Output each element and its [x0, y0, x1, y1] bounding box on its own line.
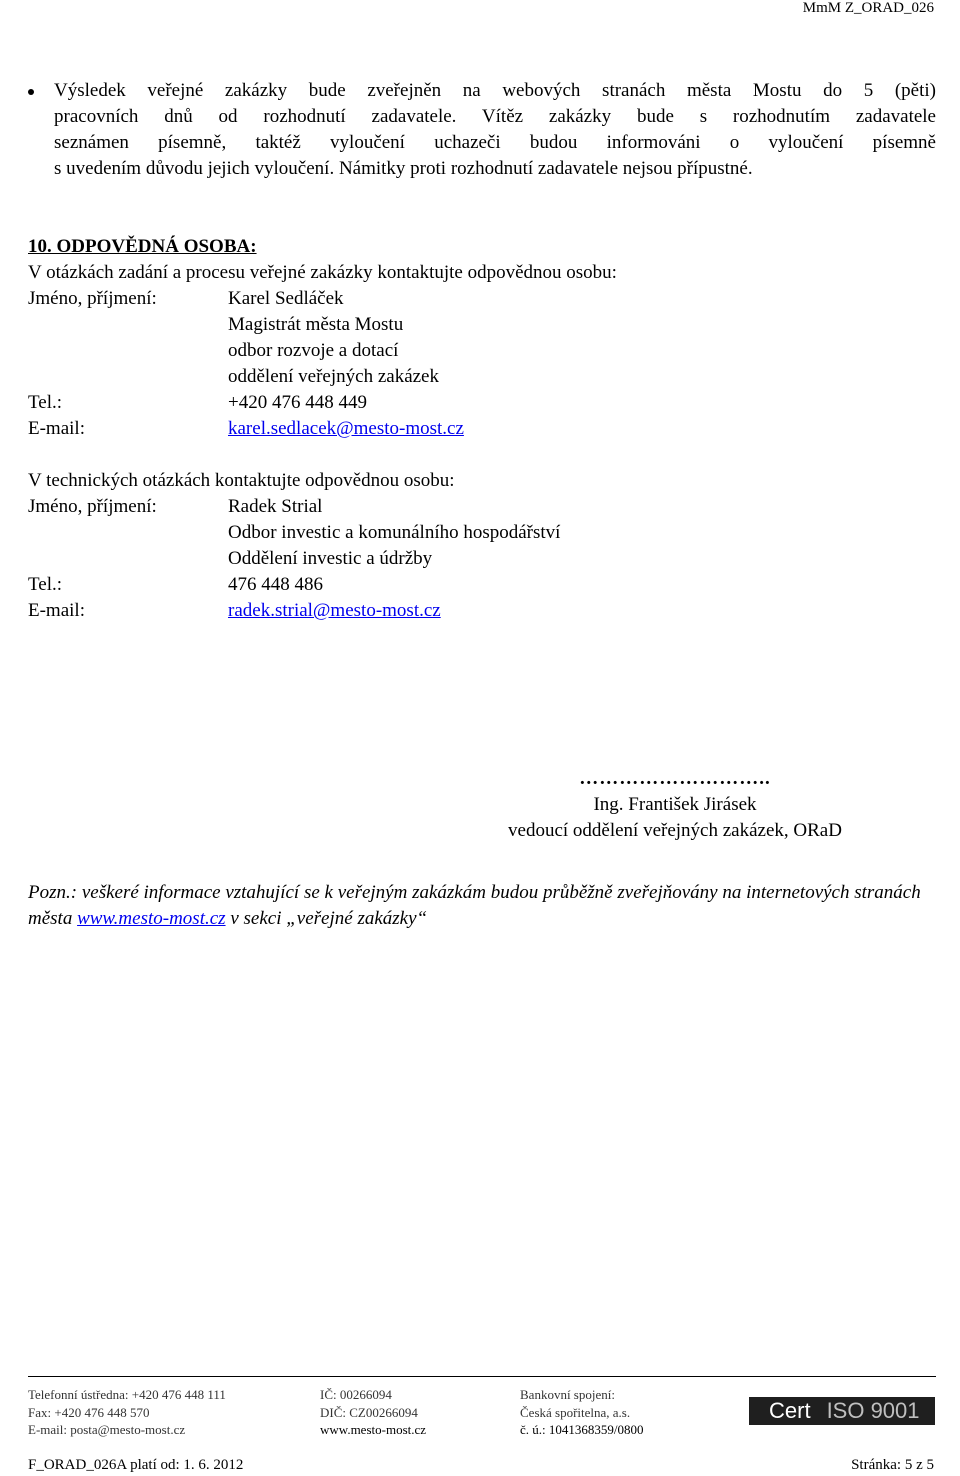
contact2-email-label: E-mail: [28, 600, 85, 621]
contact2-intro: V technických otázkách kontaktujte odpovědnou osobu: [28, 470, 455, 491]
note-suffix: v sekci „veřejné zakázky“ [225, 908, 428, 929]
website-link[interactable]: www.mesto-most.cz [77, 908, 226, 929]
footer-email: E-mail: posta@mesto-most.cz [28, 1422, 186, 1437]
footer-contact-column [28, 1386, 226, 1439]
contact2-tel-label: Tel.: [28, 574, 63, 595]
footer-account: č. ú.: 1041368359/0800 [520, 1422, 644, 1437]
contact1-org-line: odbor rozvoje a dotací [228, 340, 399, 361]
contact1-tel-label: Tel.: [28, 392, 63, 413]
contact1-email-link[interactable]: karel.sedlacek@mesto-most.cz [228, 418, 464, 439]
signature-dots: ……………………….. [579, 768, 771, 789]
note-paragraph [28, 880, 928, 932]
cert-text: Cert [769, 1398, 811, 1423]
footer-id-column [320, 1386, 426, 1439]
contact2-email-link[interactable]: radek.strial@mesto-most.cz [228, 600, 441, 621]
tcert-iso-logo [745, 1397, 935, 1425]
bullet-paragraph [28, 78, 936, 182]
contact1-name: Karel Sedláček [228, 288, 344, 309]
contact1-email-label: E-mail: [28, 418, 85, 439]
signature-block [470, 766, 880, 844]
bullet-text [54, 78, 936, 182]
document-code: MmM Z_ORAD_026 [802, 0, 934, 16]
contact1-name-label: Jméno, příjmení: [28, 288, 157, 309]
contact1-org-line: Magistrát města Mostu [228, 314, 404, 335]
contact1-tel: +420 476 448 449 [228, 392, 367, 413]
footer-ico: IČ: 00266094 [320, 1387, 392, 1402]
bullet-line: s uvedením důvodu jejich vyloučení. Námitky proti rozhodnutí zadavatele nejsou přípustné. [54, 158, 753, 179]
footer-bank-name: Česká spořitelna, a.s. [520, 1404, 631, 1420]
section-heading: 10. ODPOVĚDNÁ OSOBA: [28, 236, 257, 257]
footer-phone: Telefonní ústředna: +420 476 448 111 [28, 1387, 226, 1402]
contact1-org-line: oddělení veřejných zakázek [228, 366, 439, 387]
contact1-intro: V otázkách zadání a procesu veřejné zakázky kontaktujte odpovědnou osobu: [28, 262, 617, 283]
footer-website: www.mesto-most.cz [320, 1422, 427, 1437]
footer-dic: DIČ: CZ00266094 [320, 1404, 418, 1420]
iso-text: ISO 9001 [826, 1398, 920, 1423]
bullet-line: seznámen písemně, taktéž vyloučení uchazeči budou informováni o vyloučení písemně [54, 132, 936, 153]
contact2-tel: 476 448 486 [228, 574, 323, 595]
footer-fax: Fax: +420 476 448 570 [28, 1404, 150, 1420]
footer-bank-label: Bankovní spojení: [520, 1387, 615, 1402]
bullet-line: Výsledek veřejné zakázky bude zveřejněn na webových stranách města Mostu do 5 (pěti) [54, 80, 936, 101]
signatory-title: vedoucí oddělení veřejných zakázek, ORaD [508, 820, 842, 841]
page-number: Stránka: 5 z 5 [851, 1457, 934, 1473]
contact2-name: Radek Strial [228, 496, 323, 517]
form-validity: F_ORAD_026A platí od: 1. 6. 2012 [28, 1457, 244, 1473]
contact2-org-line: Odbor investic a komunálního hospodářství [228, 522, 561, 543]
contact2-org-line: Oddělení investic a údržby [228, 548, 433, 569]
tcert-t-icon [745, 1397, 765, 1425]
contact2-name-label: Jméno, příjmení: [28, 496, 157, 517]
footer-rule [28, 1376, 936, 1377]
bullet-line: pracovních dnů od rozhodnutí zadavatele. Vítěz zakázky bude s rozhodnutím zadavatele [54, 106, 936, 127]
signatory-name: Ing. František Jirásek [593, 794, 757, 815]
bullet-icon [28, 89, 34, 95]
note-text: Pozn.: veškeré informace vztahující se k veřejným zakázkám budou průběžně zveřejňovány na internetových stranách města [28, 882, 921, 929]
footer-bank-column [520, 1386, 644, 1439]
